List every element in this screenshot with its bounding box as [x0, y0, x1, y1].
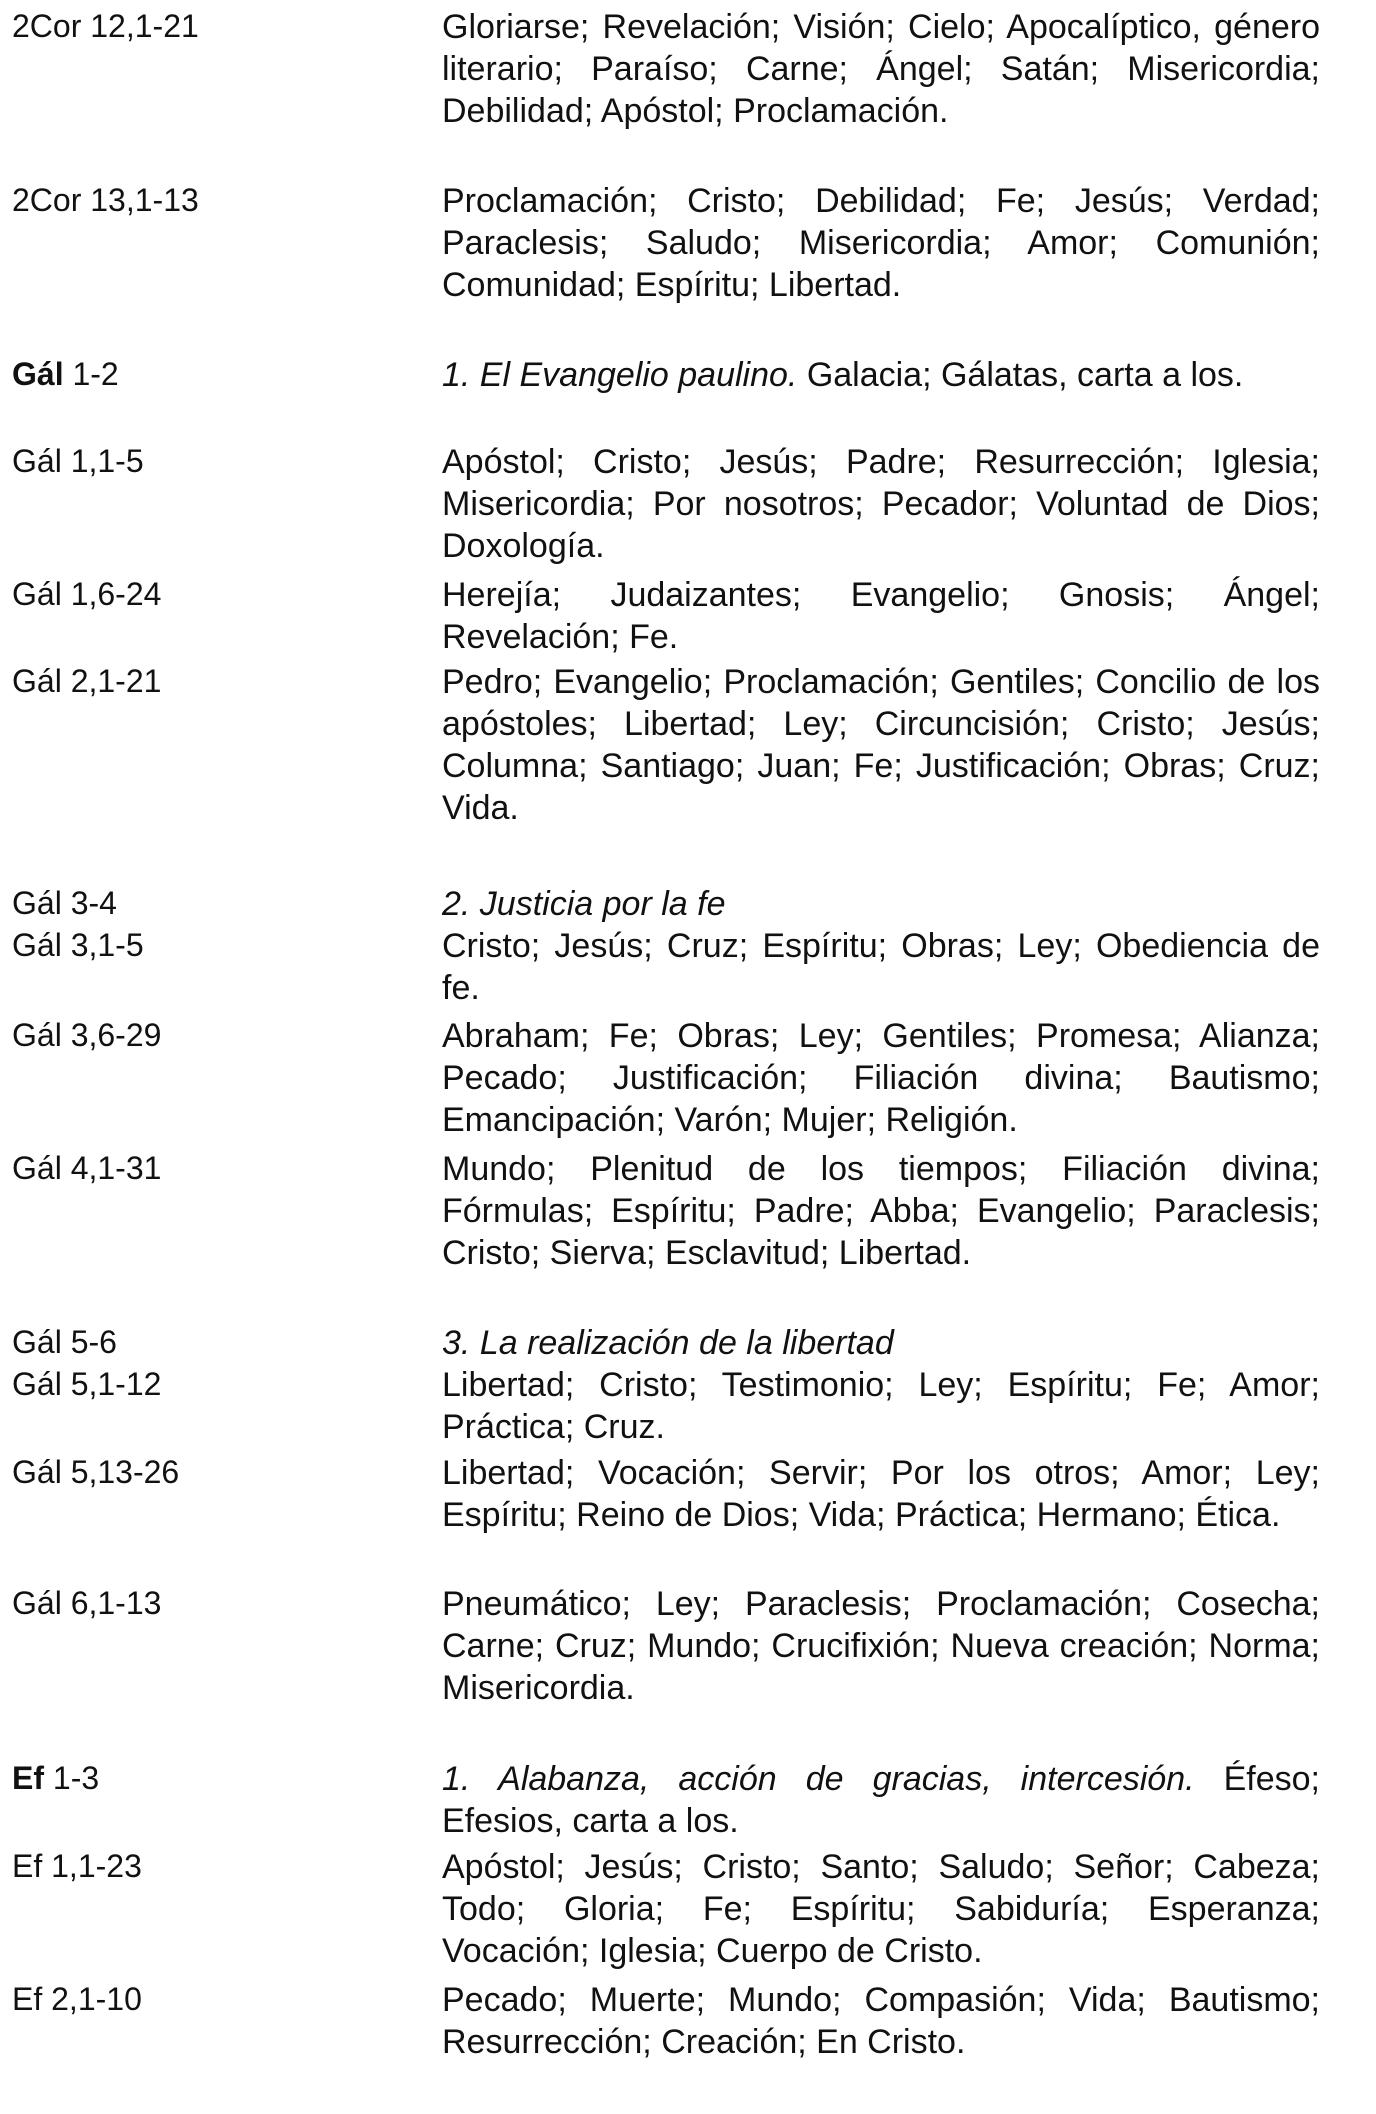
section-title: 2. Justicia por la fe: [442, 885, 726, 923]
keywords: Proclamación; Cristo; Debilidad; Fe; Jesús; Verdad; Paraclesis; Saludo; Misericordia; Amor; Comunión; Comunidad; Espíritu; Libertad.: [442, 182, 1320, 304]
keywords: Cristo; Jesús; Cruz; Espíritu; Obras; Ley; Obediencia de fe.: [442, 927, 1320, 1007]
keywords: Galacia; Gálatas, carta a los.: [806, 356, 1244, 394]
reference: Gál 3-4: [12, 885, 117, 921]
section-title: 1. El Evangelio paulino.: [442, 356, 798, 394]
reference: Gál 2,1-21: [12, 663, 162, 699]
keywords: Pneumático; Ley; Paraclesis; Proclamación; Cosecha; Carne; Cruz; Mundo; Crucifixión; Nueva creación; Norma; Misericordia.: [442, 1585, 1320, 1707]
reference: Gál 4,1-31: [12, 1150, 162, 1186]
reference: Gál 3,6-29: [12, 1017, 162, 1053]
reference: Gál 1,1-5: [12, 443, 144, 479]
entry-description: [442, 1015, 1320, 1141]
entry-description: [442, 1148, 1320, 1274]
entry-description: [442, 1364, 1320, 1448]
keywords: Apóstol; Cristo; Jesús; Padre; Resurrección; Iglesia; Misericordia; Por nosotros; Pecador; Voluntad de Dios; Doxología.: [442, 443, 1320, 565]
entry-description: [442, 180, 1320, 306]
keywords: Libertad; Cristo; Testimonio; Ley; Espíritu; Fe; Amor; Práctica; Cruz.: [442, 1366, 1320, 1446]
keywords: Mundo; Plenitud de los tiempos; Filiación divina; Fórmulas; Espíritu; Padre; Abba; Evangelio; Paraclesis; Cristo; Sierva; Esclavitud; Libertad.: [442, 1150, 1320, 1272]
keywords: Apóstol; Jesús; Cristo; Santo; Saludo; Señor; Cabeza; Todo; Gloria; Fe; Espíritu; Sabiduría; Esperanza; Vocación; Iglesia; Cuerpo de Cristo.: [442, 1848, 1320, 1970]
entry-description: [442, 354, 1320, 396]
keywords: Pecado; Muerte; Mundo; Compasión; Vida; Bautismo; Resurrección; Creación; En Cristo.: [442, 1981, 1320, 2061]
reference: Gál 5,13-26: [12, 1454, 180, 1490]
keywords: Éfeso; Efesios, carta a los.: [442, 1760, 1320, 1840]
reference: 2Cor 13,1-13: [12, 182, 199, 218]
reference: Gál 5,1-12: [12, 1366, 162, 1402]
section-title: 1. Alabanza, acción de gracias, intercesión.: [442, 1760, 1195, 1798]
entry-description: [442, 6, 1320, 132]
entry-description: [442, 925, 1320, 1009]
keywords: Herejía; Judaizantes; Evangelio; Gnosis; Ángel; Revelación; Fe.: [442, 576, 1320, 656]
entry-description: [442, 1452, 1320, 1536]
keywords: Abraham; Fe; Obras; Ley; Gentiles; Promesa; Alianza; Pecado; Justificación; Filiación divina; Bautismo; Emancipación; Varón; Mujer; Religión.: [442, 1017, 1320, 1139]
reference: Gál 5-6: [12, 1324, 117, 1360]
reference: Gál 3,1-5: [12, 927, 144, 963]
reference: Gál 6,1-13: [12, 1585, 162, 1621]
entry-description: [442, 1979, 1320, 2063]
keywords: Libertad; Vocación; Servir; Por los otros; Amor; Ley; Espíritu; Reino de Dios; Vida; Práctica; Hermano; Ética.: [442, 1454, 1320, 1534]
reference: Ef 1,1-23: [12, 1848, 142, 1884]
reference: Gál 1,6-24: [12, 576, 162, 612]
entry-description: [442, 661, 1320, 829]
keywords: Pedro; Evangelio; Proclamación; Gentiles; Concilio de los apóstoles; Libertad; Ley; Circuncisión; Cristo; Jesús; Columna; Santiago; Juan; Fe; Justificación; Obras; Cruz; Vida.: [442, 663, 1320, 827]
entry-description: [442, 1322, 1320, 1364]
reference: Ef 2,1-10: [12, 1981, 142, 2017]
entry-description: [442, 1758, 1320, 1842]
reference: 2Cor 12,1-21: [12, 8, 199, 44]
entry-description: [442, 1846, 1320, 1972]
entry-description: [442, 883, 1320, 925]
reference: Gál 1-2: [12, 356, 119, 392]
section-title: 3. La realización de la libertad: [442, 1324, 894, 1362]
entry-description: [442, 1583, 1320, 1709]
entry-description: [442, 574, 1320, 658]
keywords: Gloriarse; Revelación; Visión; Cielo; Apocalíptico, género literario; Paraíso; Carne; Ángel; Satán; Misericordia; Debilidad; Apóstol; Proclamación.: [442, 8, 1320, 130]
entry-description: [442, 441, 1320, 567]
reference: Ef 1-3: [12, 1760, 100, 1796]
